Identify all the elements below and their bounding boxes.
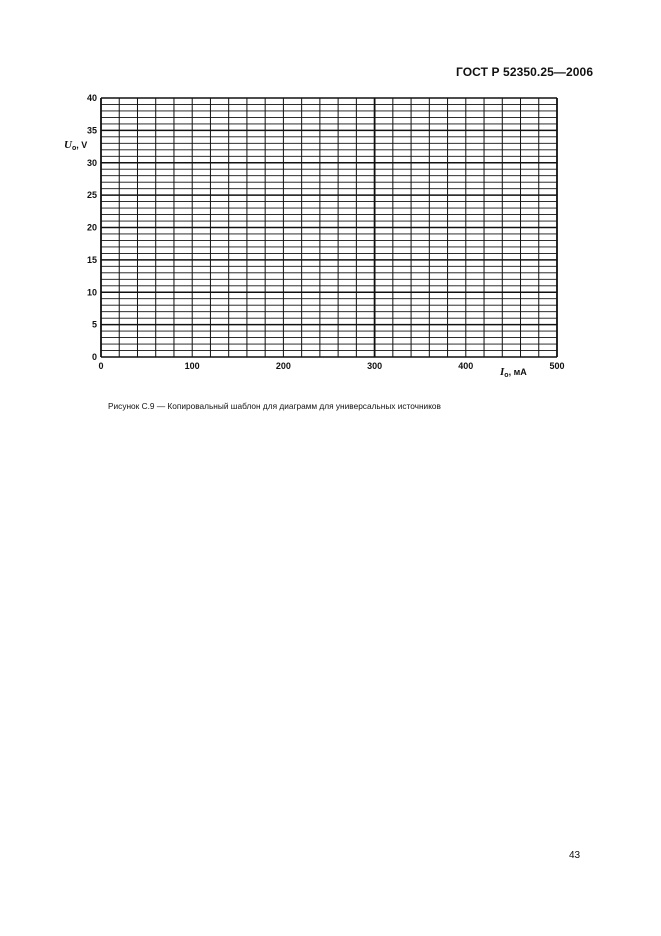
figure-caption: Рисунок С.9 — Копировальный шаблон для диаграмм для универсальных источников — [108, 401, 441, 411]
chart — [0, 0, 661, 400]
y-tick-label: 25 — [86, 190, 97, 201]
document-header: ГОСТ Р 52350.25—2006 — [456, 65, 594, 79]
y-tick-label: 0 — [91, 352, 97, 362]
x-tick-label: 0 — [98, 361, 104, 371]
y-axis-label: $U_o$, V — [64, 139, 88, 152]
x-axis-label: $I_o$, мА — [500, 366, 527, 379]
y-tick-label: 10 — [86, 287, 97, 298]
page-number: 43 — [569, 850, 581, 861]
x-tick-label: 100 — [184, 361, 200, 371]
x-tick-label: 500 — [549, 361, 565, 371]
chart-grid — [101, 98, 557, 357]
y-tick-label: 15 — [86, 254, 97, 265]
x-tick-label: 400 — [458, 361, 474, 371]
x-tick-label: 300 — [367, 361, 383, 371]
y-tick-label: 5 — [91, 319, 97, 330]
y-tick-label: 30 — [86, 157, 97, 168]
y-tick-label: 40 — [86, 93, 97, 103]
x-tick-label: 200 — [275, 361, 291, 371]
y-tick-label: 35 — [86, 125, 97, 136]
y-tick-label: 20 — [86, 222, 97, 233]
chart-tick-labels — [87, 93, 565, 371]
